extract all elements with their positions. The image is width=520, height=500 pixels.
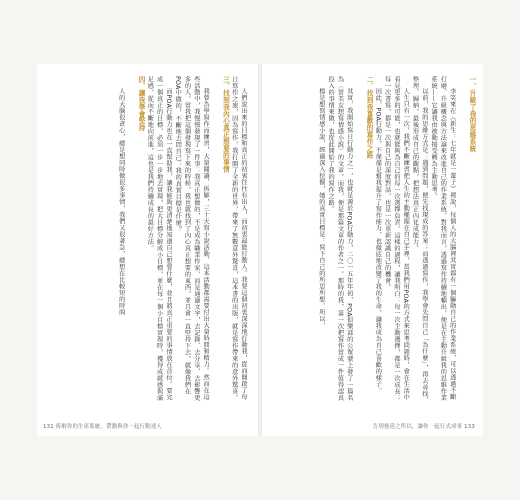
section-heading: 三、找到我內心真正想要的事情: [221, 76, 230, 173]
paragraph: 李笑來在《新生：七年就是一輩子》裡說，每個人的大腦裡其實都有一個驅動自己的作業系統，可以透過不斷打磨、升級概念與方法論來改進自己的作業系統。對我而言，透過寫作持續地輸出，便是在主動升級我的思維作業系統——它讓我由被動接受轉為主動思考。: [430, 76, 456, 401]
paragraph: 標是想寫情感小說，經過深入挖掘，她的真實目標是：寫下自己的所思所想。所以，: [317, 88, 325, 329]
left-page: [37, 64, 258, 436]
paragraph: 而POA行動力也在一直幫助我，讓我能夠更清楚地知道自己想要什麼，並且將真正重要的事情放在首位。要完成一個真正的目標，必須一步一步地去實現，把大目標分解成小目標，並在每一個小目標實現時，獲得成就感與滿足感，從而不斷地向前進，這也是我們持續成長的最好方法。: [146, 76, 172, 402]
paragraph: 因此，POA行動力，不僅僅是幫我提升了寫作能力，也徹底地改變了我的生命，讓我成為自己喜歡的樣子。: [374, 88, 382, 395]
paragraph: 我曾為學寫作而練習，大量閱讀、拆解，三十天寫小說活動、這本活動都需要付出大量時間和精力。然而在這些活動中，我慢慢發現了一件事：我真正想做的，不是成為職業作家，而是通過文字，去記錄、去分享、去影響更多的人。當我把這個發現寫下來的時候，我也就找到了內心真正想要的東西，並且會一直堅持下去，就像我們在POA中做的，不斷地去問自己：我的真實目標是什麼？: [174, 76, 210, 401]
page-footer: 告別拖延之所以，讓你一起行式成事 133: [372, 424, 475, 430]
section-heading: 四、讓我學會堅持: [137, 76, 146, 132]
left-page-text: [43, 76, 248, 406]
paragraph: 以前，我的思維方式是：遇到問題，便先找現成的答案；而透過寫作，我學會先問自己「為什麼」，再去尋找、整理、歸納，最後形成自己的觀點，把想法真正內化成能力。: [411, 76, 428, 404]
page-footer: 131 拆解你的生產系統，帶動與你一起行動達人: [43, 424, 163, 430]
right-page-text: [276, 76, 476, 406]
right-page: [262, 64, 483, 436]
section-heading: 二、找到我喜歡的寫作之路: [365, 76, 374, 159]
paragraph: 人們說出來的目標和真正的初衷往往有出入，而初衷最能打動人。我要這個初衷深深地打動我，從而開啟了每日寫作之旅，因為寫作，我打開了全新的世界，帶來了無數意外驚喜，這本書的出版，就是寫作帶來的意外驚喜。: [230, 76, 247, 401]
section-heading: 一、升級了我的思維系統: [468, 76, 476, 152]
paragraph: 其實，我開始寫日行動力之一，也就是源於POA行動力，二〇一五年年初，POA俱樂部的公眾號上發了一篇名為〈當美女想寫情感小說〉的文章，而我，便是那篇文章的作者之一。那時的我，第一次把寫作當成一件值得認真投入的事情來做，也從此開始了我的寫作之路。: [327, 76, 353, 402]
paragraph: 人生只有一次，我們不斷練習把人生的主動權握在自己手裡，當我們用POA的方式來思考問題時，會在生活中看見更多的可能，也就能夠為自己的每一次選擇負責。這樣的過程，讓我明白：每一次主動選擇，都是一次成長；每一次書寫，都是一次與自己的深度對話，也是一次重新認識自己的機會。: [383, 76, 410, 402]
paragraph: 人的大腦很貪心，總是想同時做很多事情，我們又很著急，總想在比較短的時間: [117, 88, 125, 316]
